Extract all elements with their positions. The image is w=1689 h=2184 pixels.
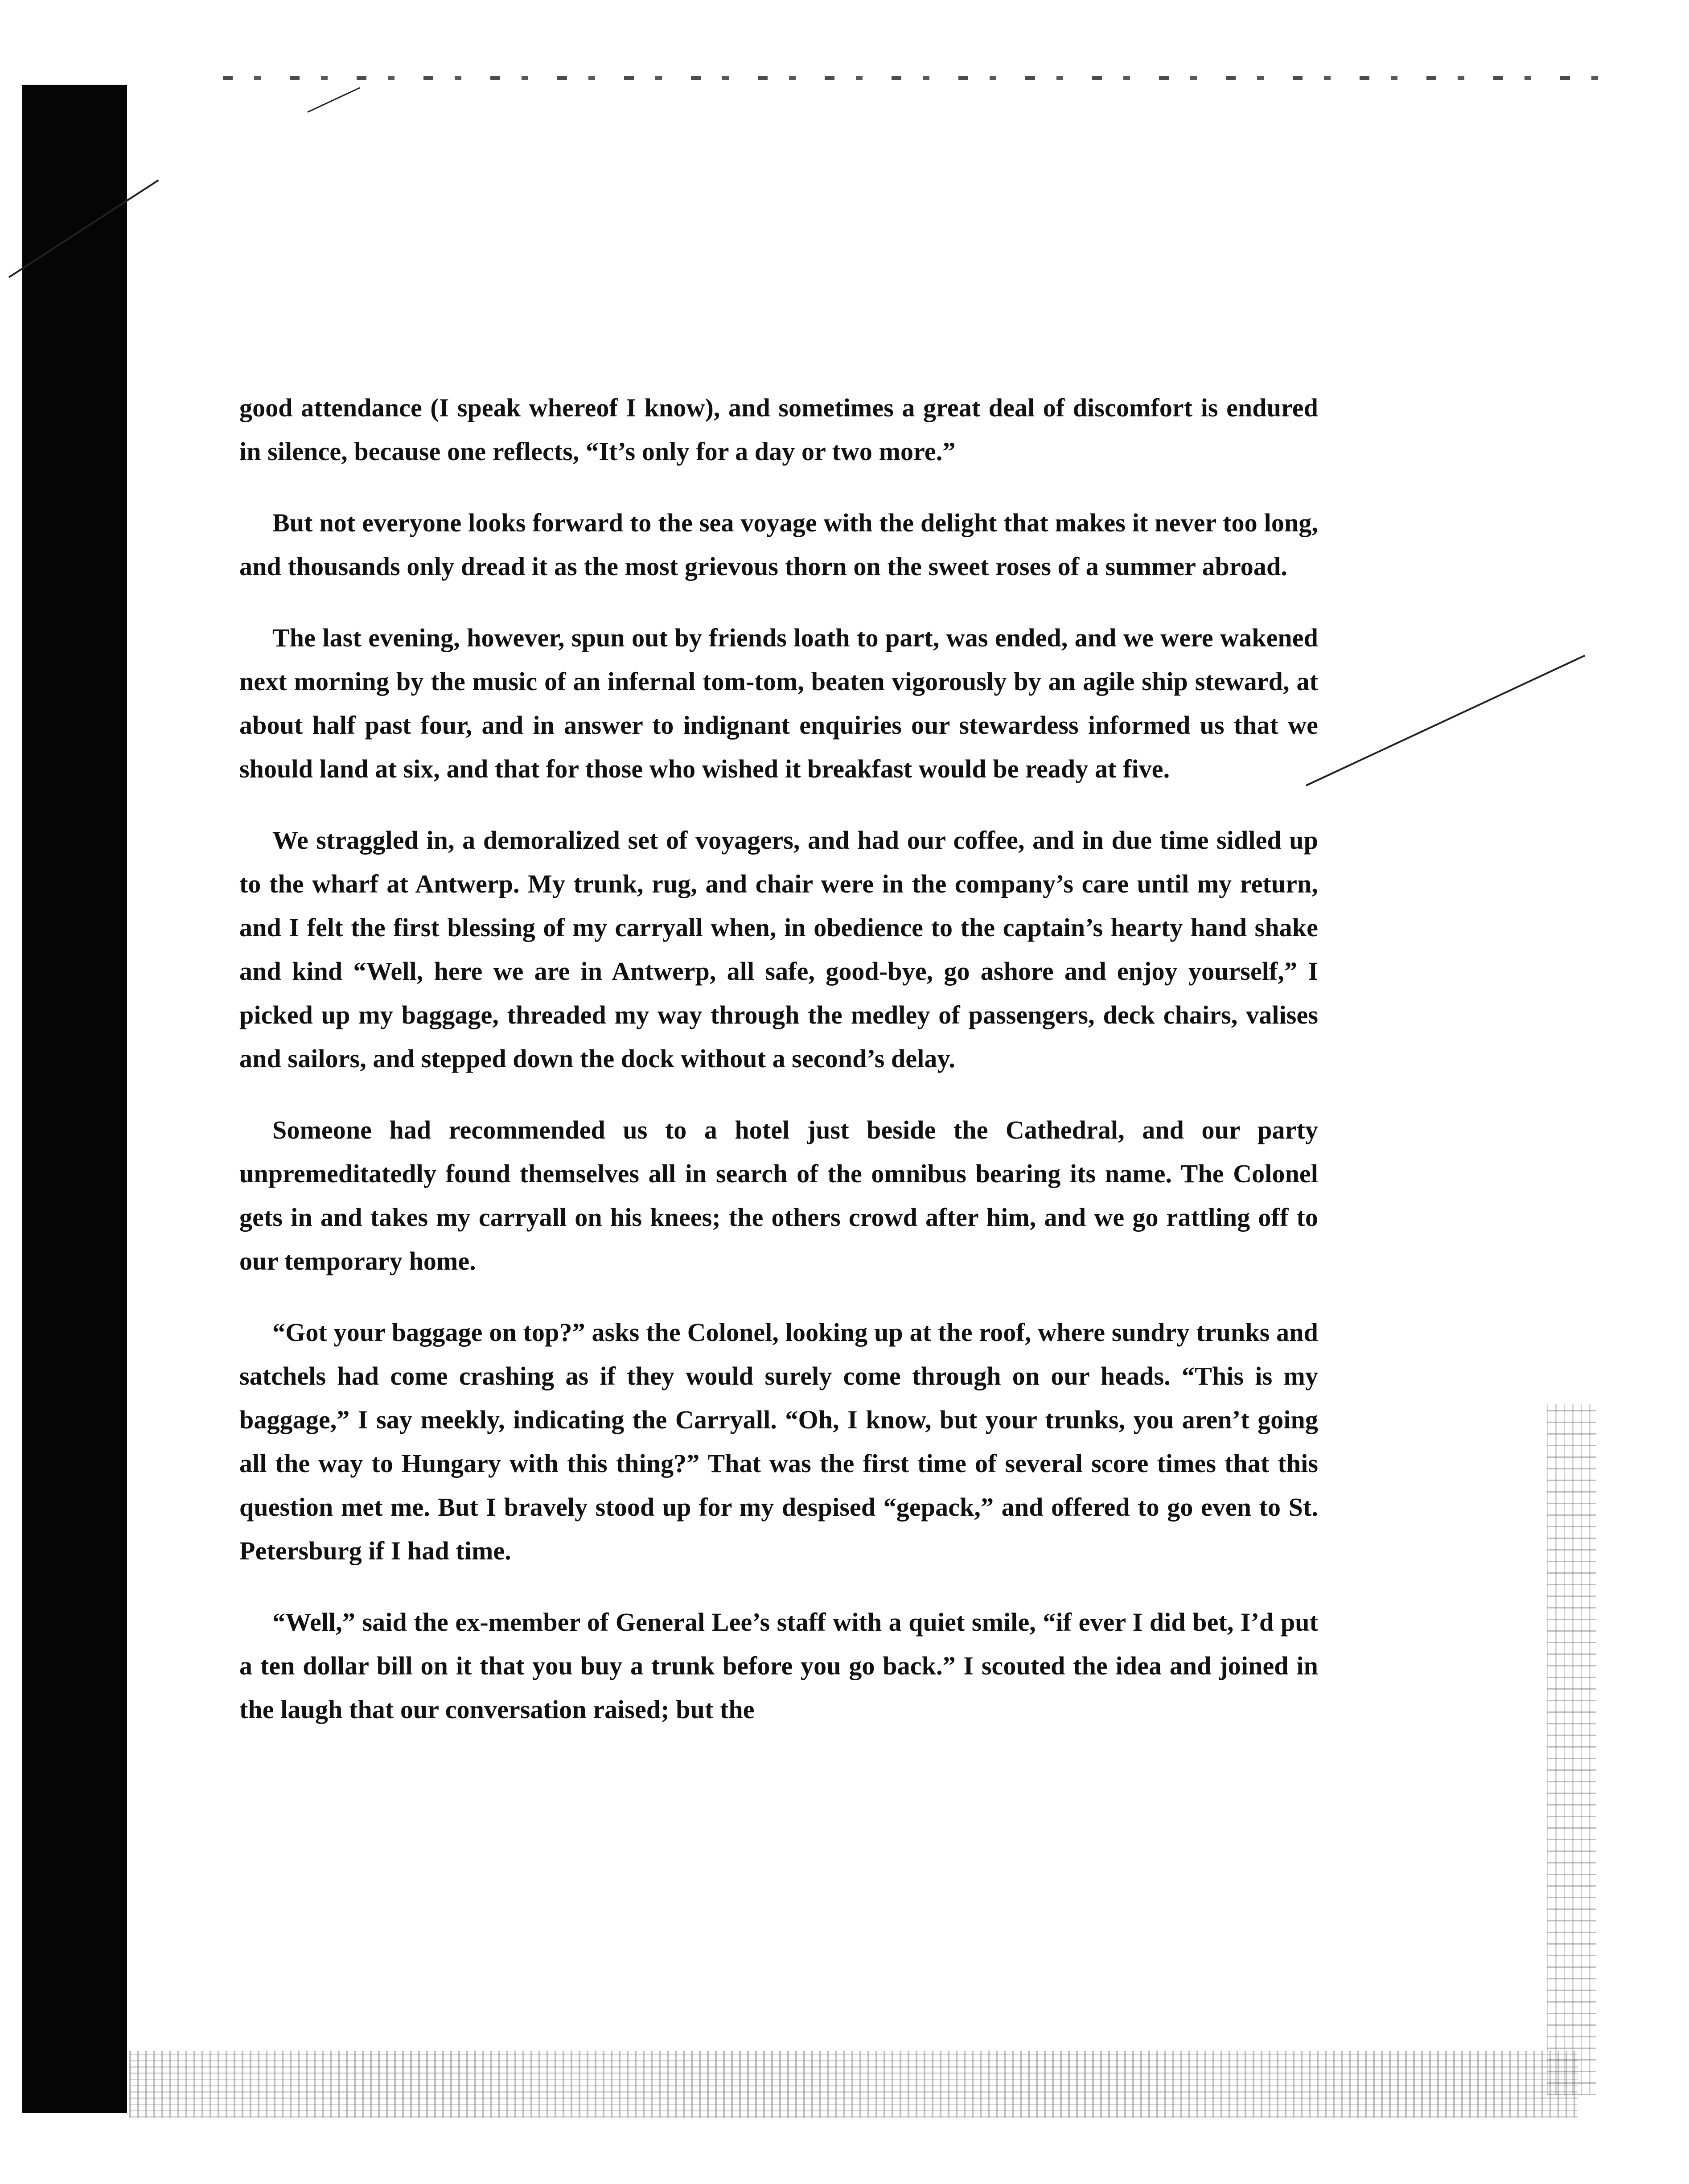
- paragraph-bet: “Well,” said the ex-member of General Lee’s staff with a quiet smile, “if ever I did bet, I’d put a ten dollar bill on it that you buy a trunk before you go back.” I scouted the idea and joined in the laugh that our conversation raised; but the: [239, 1608, 1318, 1724]
- scan-artifact-line-top: [307, 87, 360, 113]
- scan-noise-bottom: [129, 2051, 1578, 2118]
- paragraph-sea-voyage: But not everyone looks forward to the sea voyage with the delight that makes it never too long, and thousands only dread it as the most grievous thorn on the sweet roses of a summer abroad.: [239, 508, 1318, 581]
- paragraph-hotel: Someone had recommended us to a hotel just beside the Cathedral, and our party unpremeditatedly found themselves all in search of the omnibus bearing its name. The Colonel gets in and takes my carryall on his knees; the others crowd after him, and we go rattling off to our temporary home.: [239, 1115, 1318, 1275]
- paragraph-antwerp-arrival: We straggled in, a demoralized set of voyagers, and had our coffee, and in due time sidled up to the wharf at Antwerp. My trunk, rug, and chair were in the company’s care until my return, and I felt the first blessing of my carryall when, in obedience to the captain’s hearty hand shake and kind “Well, here we are in Antwerp, all safe, good-bye, go ashore and enjoy yourself,” I picked up my baggage, threaded my way through the medley of passengers, deck chairs, valises and sailors, and stepped down the dock without a second’s delay.: [239, 826, 1318, 1073]
- body-text: [239, 386, 1318, 1759]
- paragraph-last-evening: The last evening, however, spun out by friends loath to part, was ended, and we were wakened next morning by the music of an infernal tom-tom, beaten vigorously by an agile ship steward, at about half past four, and in answer to indignant enquiries our stewardess informed us that we should land at six, and that for those who wished it breakfast would be ready at five.: [239, 623, 1318, 783]
- binding-shadow: [22, 85, 127, 2113]
- scan-noise-right: [1547, 1404, 1596, 2095]
- paragraph-continuation: good attendance (I speak whereof I know), and sometimes a great deal of discomfort is endured in silence, because one reflects, “It’s only for a day or two more.”: [239, 393, 1318, 466]
- scan-artifact-line-right: [1306, 655, 1585, 786]
- paragraph-baggage: “Got your baggage on top?” asks the Colonel, looking up at the roof, where sundry trunks and satchels had come crashing as if they would surely come through on our heads. “This is my baggage,” I say meekly, indicating the Carryall. “Oh, I know, but your trunks, you aren’t going all the way to Hungary with this thing?” That was the first time of several score times that this question met me. But I bravely stood up for my despised “gepack,” and offered to go even to St. Petersburg if I had time.: [239, 1318, 1318, 1565]
- scan-noise-top: [223, 76, 1605, 80]
